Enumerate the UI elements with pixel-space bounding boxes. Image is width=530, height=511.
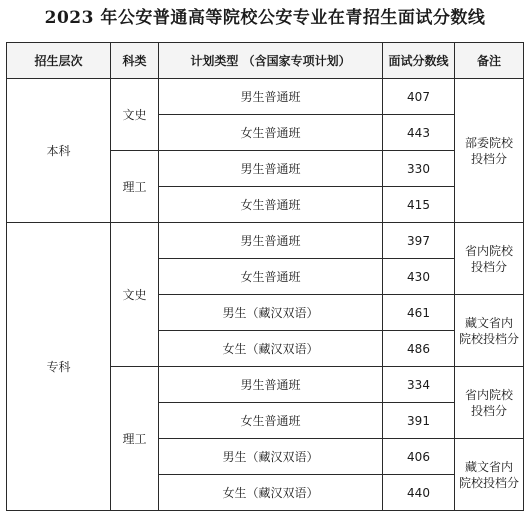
score-cell: 407 xyxy=(383,79,455,115)
admission-score-table xyxy=(6,42,524,511)
plan-cell: 女生普通班 xyxy=(159,115,383,151)
plan-cell: 男生普通班 xyxy=(159,151,383,187)
score-cell: 334 xyxy=(383,367,455,403)
note-line: 院校投档分 xyxy=(458,475,519,490)
document-title: 2023 年公安普通高等院校公安专业在青招生面试分数线 xyxy=(44,8,486,28)
plan-cell: 女生普通班 xyxy=(159,259,383,295)
level-cell-benke: 本科 xyxy=(7,79,111,223)
header-level: 招生层次 xyxy=(7,43,111,79)
table-row xyxy=(7,223,524,259)
score-cell: 486 xyxy=(383,331,455,367)
note-line: 藏文省内 xyxy=(464,315,513,330)
subject-cell-ligong: 理工 xyxy=(111,151,159,223)
note-line: 投档分 xyxy=(470,403,507,418)
plan-cell: 女生（藏汉双语） xyxy=(159,331,383,367)
plan-cell: 女生普通班 xyxy=(159,403,383,439)
header-note: 备注 xyxy=(455,43,524,79)
plan-cell: 女生（藏汉双语） xyxy=(159,475,383,511)
note-cell-zangwen xyxy=(455,295,524,367)
header-plan-type: 计划类型 （含国家专项计划） xyxy=(159,43,383,79)
score-cell: 461 xyxy=(383,295,455,331)
score-cell: 443 xyxy=(383,115,455,151)
score-cell: 391 xyxy=(383,403,455,439)
subject-cell-wenshi: 文史 xyxy=(111,79,159,151)
note-line: 省内院校 xyxy=(464,243,513,258)
plan-cell: 男生（藏汉双语） xyxy=(159,439,383,475)
score-cell: 440 xyxy=(383,475,455,511)
header-subject: 科类 xyxy=(111,43,159,79)
plan-cell: 男生普通班 xyxy=(159,367,383,403)
plan-cell: 女生普通班 xyxy=(159,187,383,223)
plan-cell: 男生普通班 xyxy=(159,79,383,115)
score-cell: 397 xyxy=(383,223,455,259)
score-cell: 415 xyxy=(383,187,455,223)
score-cell: 406 xyxy=(383,439,455,475)
note-line: 院校投档分 xyxy=(458,331,519,346)
note-cell-shengnei xyxy=(455,223,524,295)
note-line: 投档分 xyxy=(470,259,507,274)
note-cell-shengnei xyxy=(455,367,524,439)
note-line: 藏文省内 xyxy=(464,459,513,474)
level-cell-zhuanke: 专科 xyxy=(7,223,111,511)
note-cell-zangwen xyxy=(455,439,524,511)
subject-cell-ligong: 理工 xyxy=(111,367,159,511)
score-cell: 430 xyxy=(383,259,455,295)
note-line: 省内院校 xyxy=(464,387,513,402)
score-cell: 330 xyxy=(383,151,455,187)
note-line: 投档分 xyxy=(470,151,507,166)
note-cell-bubei xyxy=(455,79,524,223)
subject-cell-wenshi: 文史 xyxy=(111,223,159,367)
plan-cell: 男生（藏汉双语） xyxy=(159,295,383,331)
note-line: 部委院校 xyxy=(464,135,513,150)
header-score: 面试分数线 xyxy=(383,43,455,79)
table-header-row xyxy=(7,43,524,79)
table-row xyxy=(7,79,524,115)
plan-cell: 男生普通班 xyxy=(159,223,383,259)
